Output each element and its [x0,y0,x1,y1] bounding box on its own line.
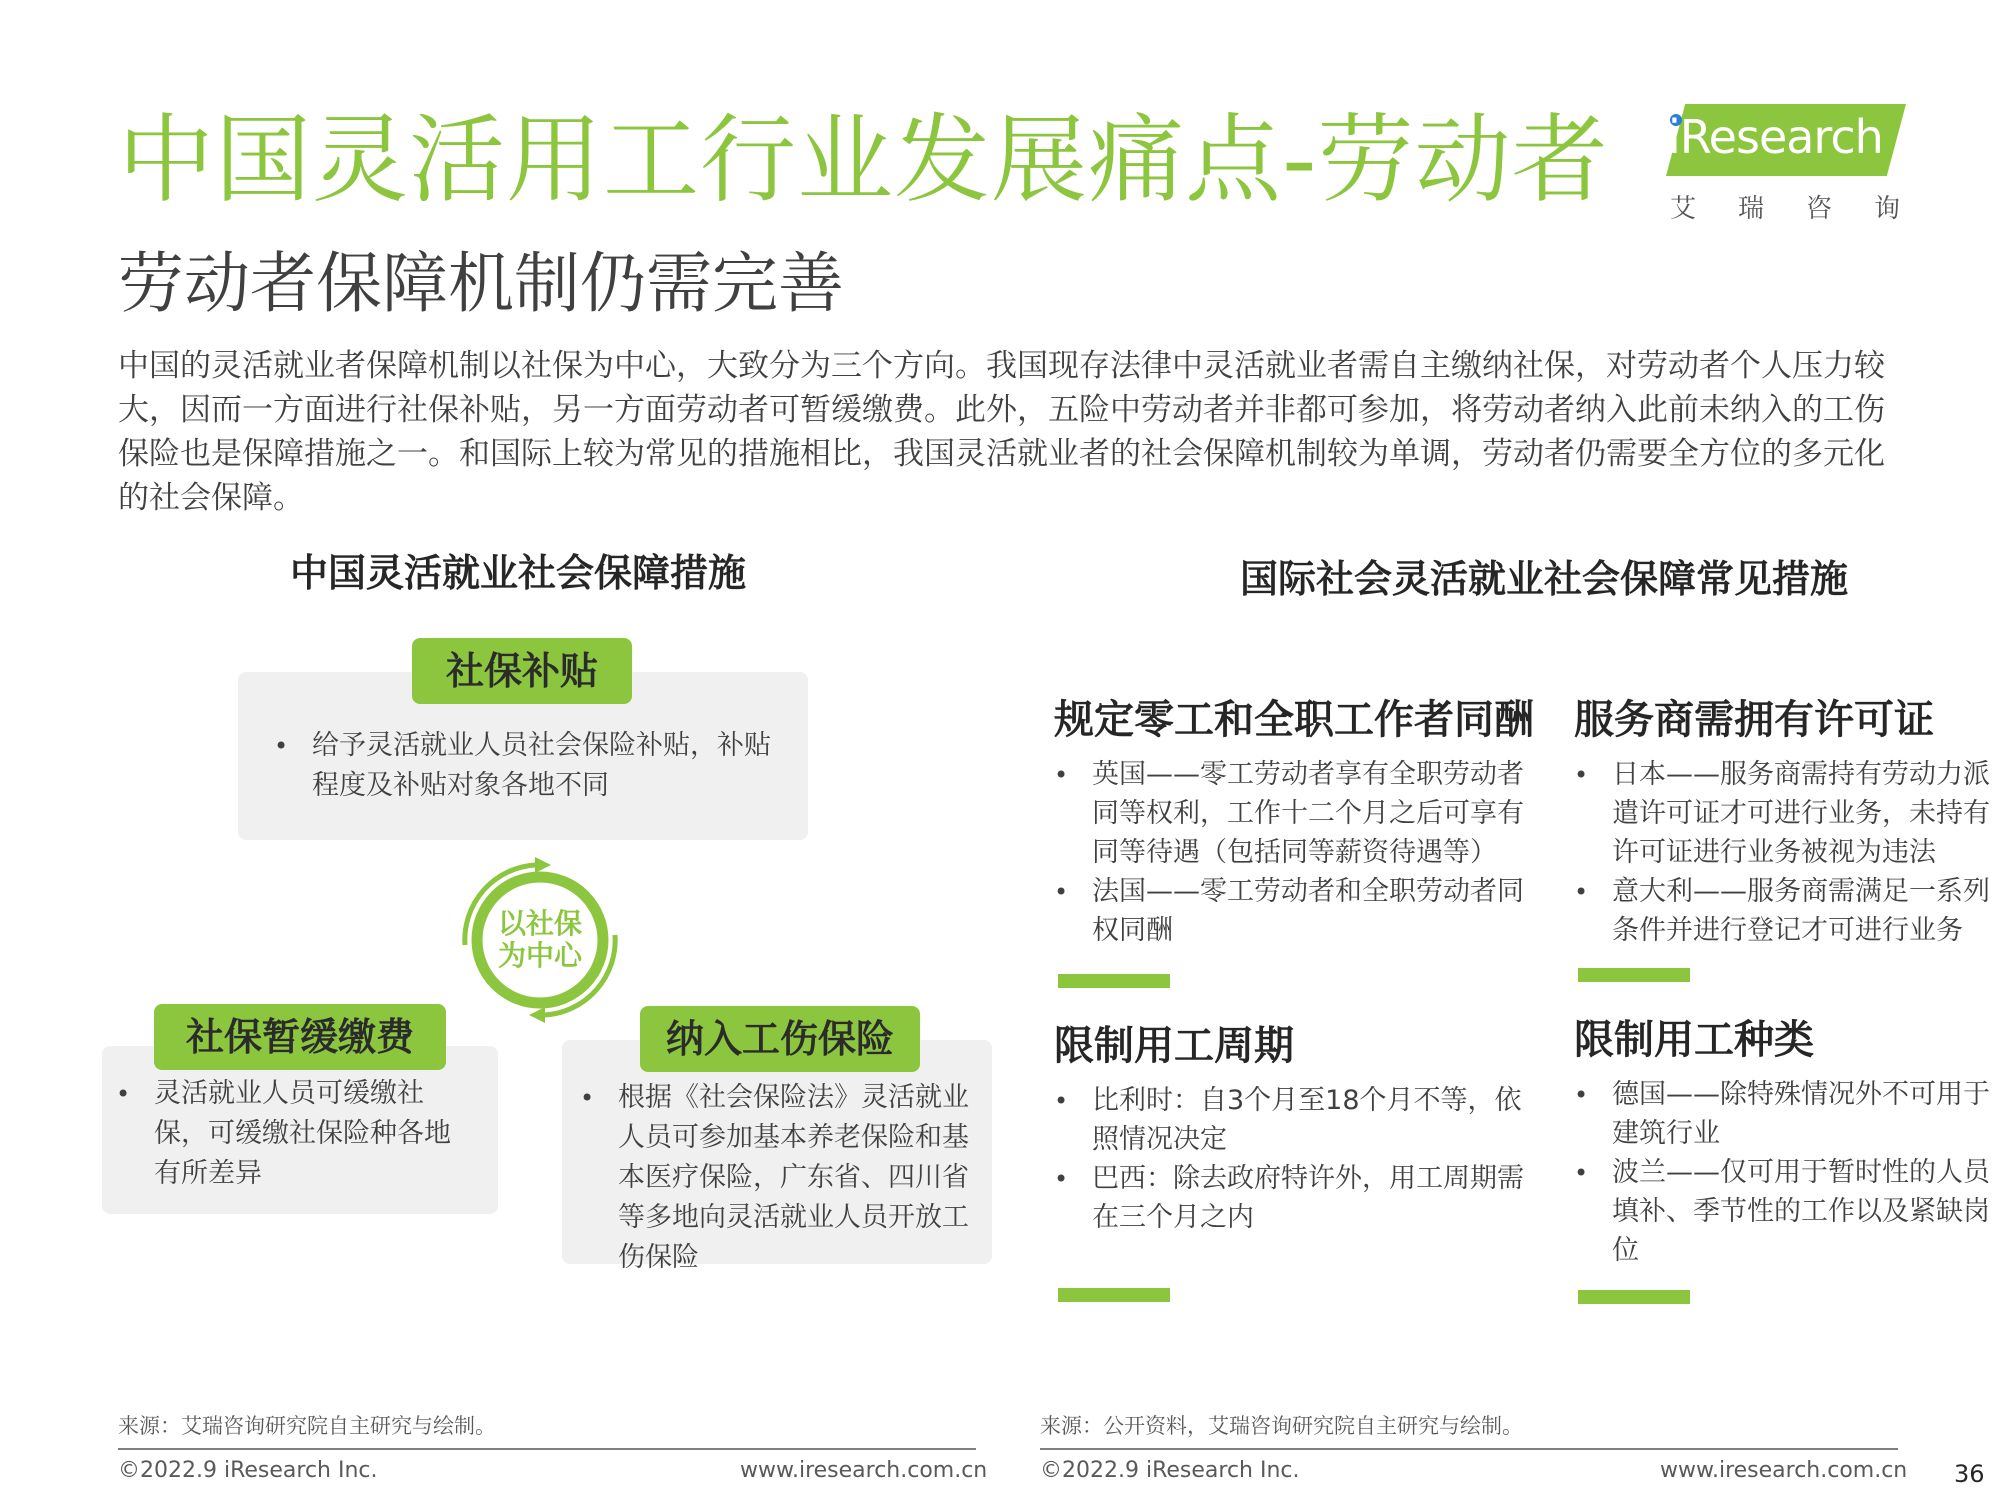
bullet-icon: • [1054,761,1069,789]
list-item [1574,755,1996,872]
source-left: 来源：艾瑞咨询研究院自主研究与绘制。 [118,1414,496,1438]
logo-brand: iResearch [1668,110,1883,164]
list-item [1574,1075,1996,1153]
logo-cn: 艾瑞咨询 [1670,194,1943,224]
iresearch-logo [1660,100,1943,224]
list-item [1054,872,1524,950]
bullet-icon: • [1054,878,1069,906]
left-section-title: 中国灵活就业社会保障措施 [290,551,747,595]
accent-bar [1578,968,1690,982]
block-types [1574,1008,1996,1270]
block-heading: 服务商需拥有许可证 [1574,697,1934,743]
bullet-icon: • [1574,1159,1589,1187]
card-text: 给予灵活就业人员社会保险补贴，补贴程度及补贴对象各地不同 [312,730,771,801]
block-heading: 限制用工种类 [1574,1017,1814,1063]
page-subtitle: 劳动者保障机制仍需完善 [118,245,844,322]
list-text: 巴西：除去政府特许外，用工周期需在三个月之内 [1092,1163,1524,1233]
page-title: 中国灵活用工行业发展痛点-劳动者 [118,104,1609,216]
right-section-title: 国际社会灵活就业社会保障常见措施 [1240,557,1849,601]
footer-rule-left [118,1448,976,1450]
block-license [1574,688,1996,950]
list-text: 波兰——仅可用于暂时性的人员填补、季节性的工作以及紧缺岗位 [1612,1157,1990,1266]
list-text: 日本——服务商需持有劳动力派遣许可证才可进行业务，未持有许可证进行业务被视为违法 [1612,759,1990,868]
card-deferral [102,1046,498,1214]
copyright-left: ©2022.9 iResearch Inc. [118,1458,378,1483]
copyright-right: ©2022.9 iResearch Inc. [1040,1458,1300,1483]
accent-bar [1058,974,1170,988]
website-right: www.iresearch.com.cn [1660,1458,1908,1483]
bullet-icon: • [1574,1081,1589,1109]
bullet-icon: • [274,732,289,760]
intro-paragraph: 中国的灵活就业者保障机制以社保为中心，大致分为三个方向。我国现存法律中灵活就业者需自主缴纳社保，对劳动者个人压力较大，因而一方面进行社保补贴，另一方面劳动者可暂缓缴费。此外，五险中劳动者并非都可参加，将劳动者纳入此前未纳入的工伤保险也是保障措施之一。和国际上较为常见的措施相比，我国灵活就业者的社会保障机制较为单调，劳动者仍需要全方位的多元化的社会保障。 [118,348,1885,516]
source-right: 来源：公开资料，艾瑞咨询研究院自主研究与绘制。 [1040,1414,1523,1438]
list-item [116,1074,476,1194]
accent-bar [1058,1288,1170,1302]
center-line2: 为中心 [497,939,582,972]
list-text: 意大利——服务商需满足一系列条件并进行登记才可进行业务 [1612,876,1990,946]
bullet-icon: • [1574,761,1589,789]
bullet-icon: • [580,1084,595,1112]
page-number: 36 [1954,1460,1985,1488]
block-heading: 规定零工和全职工作者同酬 [1054,697,1534,743]
tag-subsidy: 社保补贴 [412,638,632,704]
tag-injury: 纳入工伤保险 [640,1006,920,1072]
list-item [274,726,784,806]
list-text: 英国——零工劳动者享有全职劳动者同等权利，工作十二个月之后可享有同等待遇（包括同等薪资待遇等） [1092,759,1524,868]
block-heading: 限制用工周期 [1054,1023,1294,1069]
list-item [1054,755,1524,872]
bullet-icon: • [116,1080,131,1108]
center-label [480,908,600,972]
list-item [1054,1159,1524,1237]
list-text: 法国——零工劳动者和全职劳动者同权同酬 [1092,876,1524,946]
list-item [1574,1153,1996,1270]
card-text: 灵活就业人员可缓缴社保，可缓缴社保险种各地有所差异 [154,1078,451,1189]
card-text: 根据《社会保险法》灵活就业人员可参加基本养老保险和基本医疗保险，广东省、四川省等多地向灵活就业人员开放工伤保险 [618,1082,969,1273]
bullet-icon: • [1574,878,1589,906]
accent-bar [1578,1290,1690,1304]
bullet-icon: • [1054,1165,1069,1193]
list-item [580,1078,976,1278]
center-line1: 以社保 [497,907,582,940]
list-text: 比利时：自3个月至18个月不等，依照情况决定 [1092,1085,1522,1155]
list-item [1574,872,1996,950]
list-item [1054,1081,1524,1159]
tag-deferral: 社保暂缓缴费 [154,1004,446,1070]
website-left: www.iresearch.com.cn [740,1458,988,1483]
bullet-icon: • [1054,1087,1069,1115]
card-injury [562,1040,992,1273]
block-equal-pay [1054,688,1534,950]
block-period [1054,1014,1524,1237]
list-text: 德国——除特殊情况外不可用于建筑行业 [1612,1079,1990,1149]
footer-rule-right [1040,1448,1898,1450]
